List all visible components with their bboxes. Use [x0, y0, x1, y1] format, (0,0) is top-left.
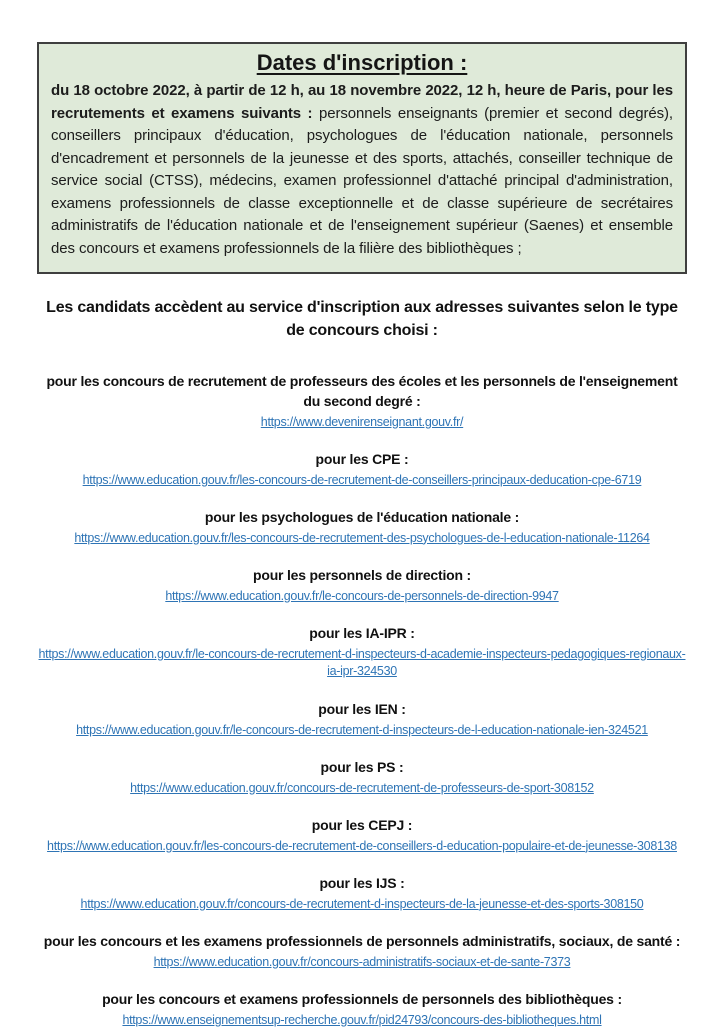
box-body-text: personnels enseignants (premier et second degrés), conseillers principaux d'éducation, psychologues de l'éducation nationale, personnels d'encadrement et personnels de la jeunesse et des sports, attachés, conseiller technique de service social (CTSS), médecins, examen professionnel d'attaché principal d'administration, examens professionnels de classe exceptionnelle et de classe supérieure de secrétaires administratifs de l'éducation nationale et de l'enseignement supérieur (Saenes) et ensemble des concours et examens professionnels de la filière des bibliothèques ;: [51, 104, 673, 257]
link-section-ia-ipr: [37, 624, 687, 681]
link-section-ps: [37, 758, 687, 797]
section-link[interactable]: https://www.education.gouv.fr/les-concours-de-recrutement-de-conseillers-d-education-populaire-et-de-jeunesse-308138: [47, 838, 677, 853]
section-label: pour les personnels de direction :: [252, 567, 472, 584]
section-label: pour les IA-IPR :: [309, 625, 415, 642]
section-label: pour les CPE :: [315, 451, 409, 468]
section-label: pour les psychologues de l'éducation nationale :: [204, 509, 520, 526]
link-section-cepj: [37, 816, 687, 855]
box-body-bold-lead: du 18 octobre 2022, à partir de 12 h, au 18 novembre 2022, 12 h, heure de Paris, pour les recrutements et examens suivants :: [51, 82, 673, 122]
link-section-ijs: [37, 874, 687, 913]
link-section-ien: [37, 700, 687, 739]
section-label: pour les concours de recrutement de professeurs des écoles et les personnels de l'enseignement du second degré :: [46, 373, 678, 409]
section-link[interactable]: https://www.education.gouv.fr/le-concours-de-personnels-de-direction-9947: [165, 588, 559, 603]
section-label: pour les CEPJ :: [311, 817, 413, 834]
section-link[interactable]: https://www.education.gouv.fr/concours-de-recrutement-d-inspecteurs-de-la-jeunesse-et-des-sports-308150: [80, 896, 644, 911]
link-section-psychologues: [37, 508, 687, 547]
section-link[interactable]: https://www.education.gouv.fr/le-concours-de-recrutement-d-inspecteurs-d-academie-inspecteurs-pedagogiques-regionaux-ia-ipr-324530: [38, 646, 686, 679]
section-link[interactable]: https://www.education.gouv.fr/le-concours-de-recrutement-d-inspecteurs-de-l-education-nationale-ien-324521: [76, 722, 648, 737]
link-section-administratifs-sociaux-sante: [37, 932, 687, 971]
section-label: pour les IJS :: [319, 875, 405, 892]
section-label: pour les PS :: [320, 759, 404, 776]
inscription-dates-box: [37, 42, 687, 274]
section-link[interactable]: https://www.education.gouv.fr/les-concours-de-recrutement-de-conseillers-principaux-deducation-cpe-6719: [82, 472, 642, 487]
link-section-personnels-direction: [37, 566, 687, 605]
section-link[interactable]: https://www.devenirenseignant.gouv.fr/: [260, 414, 464, 429]
section-link[interactable]: https://www.education.gouv.fr/concours-de-recrutement-de-professeurs-de-sport-308152: [130, 780, 594, 795]
section-link[interactable]: https://www.enseignementsup-recherche.gouv.fr/pid24793/concours-des-bibliotheques.html: [122, 1013, 602, 1027]
link-section-professeurs-ecoles: [37, 372, 687, 431]
box-body: [51, 80, 673, 260]
box-title: Dates d'inscription :: [256, 50, 468, 75]
section-label: pour les IEN :: [318, 700, 406, 717]
section-label: pour les concours et examens professionnels de personnels des bibliothèques :: [102, 991, 622, 1008]
section-link[interactable]: https://www.education.gouv.fr/les-concours-de-recrutement-des-psychologues-de-l-education-nationale-11264: [74, 530, 650, 545]
link-section-cpe: [37, 450, 687, 489]
section-label: pour les concours et les examens professionnels de personnels administratifs, sociaux, de santé :: [43, 933, 681, 950]
intro-heading: Les candidats accèdent au service d'inscription aux adresses suivantes selon le type de concours choisi :: [46, 299, 678, 340]
section-link[interactable]: https://www.education.gouv.fr/concours-administratifs-sociaux-et-de-sante-7373: [153, 954, 571, 969]
